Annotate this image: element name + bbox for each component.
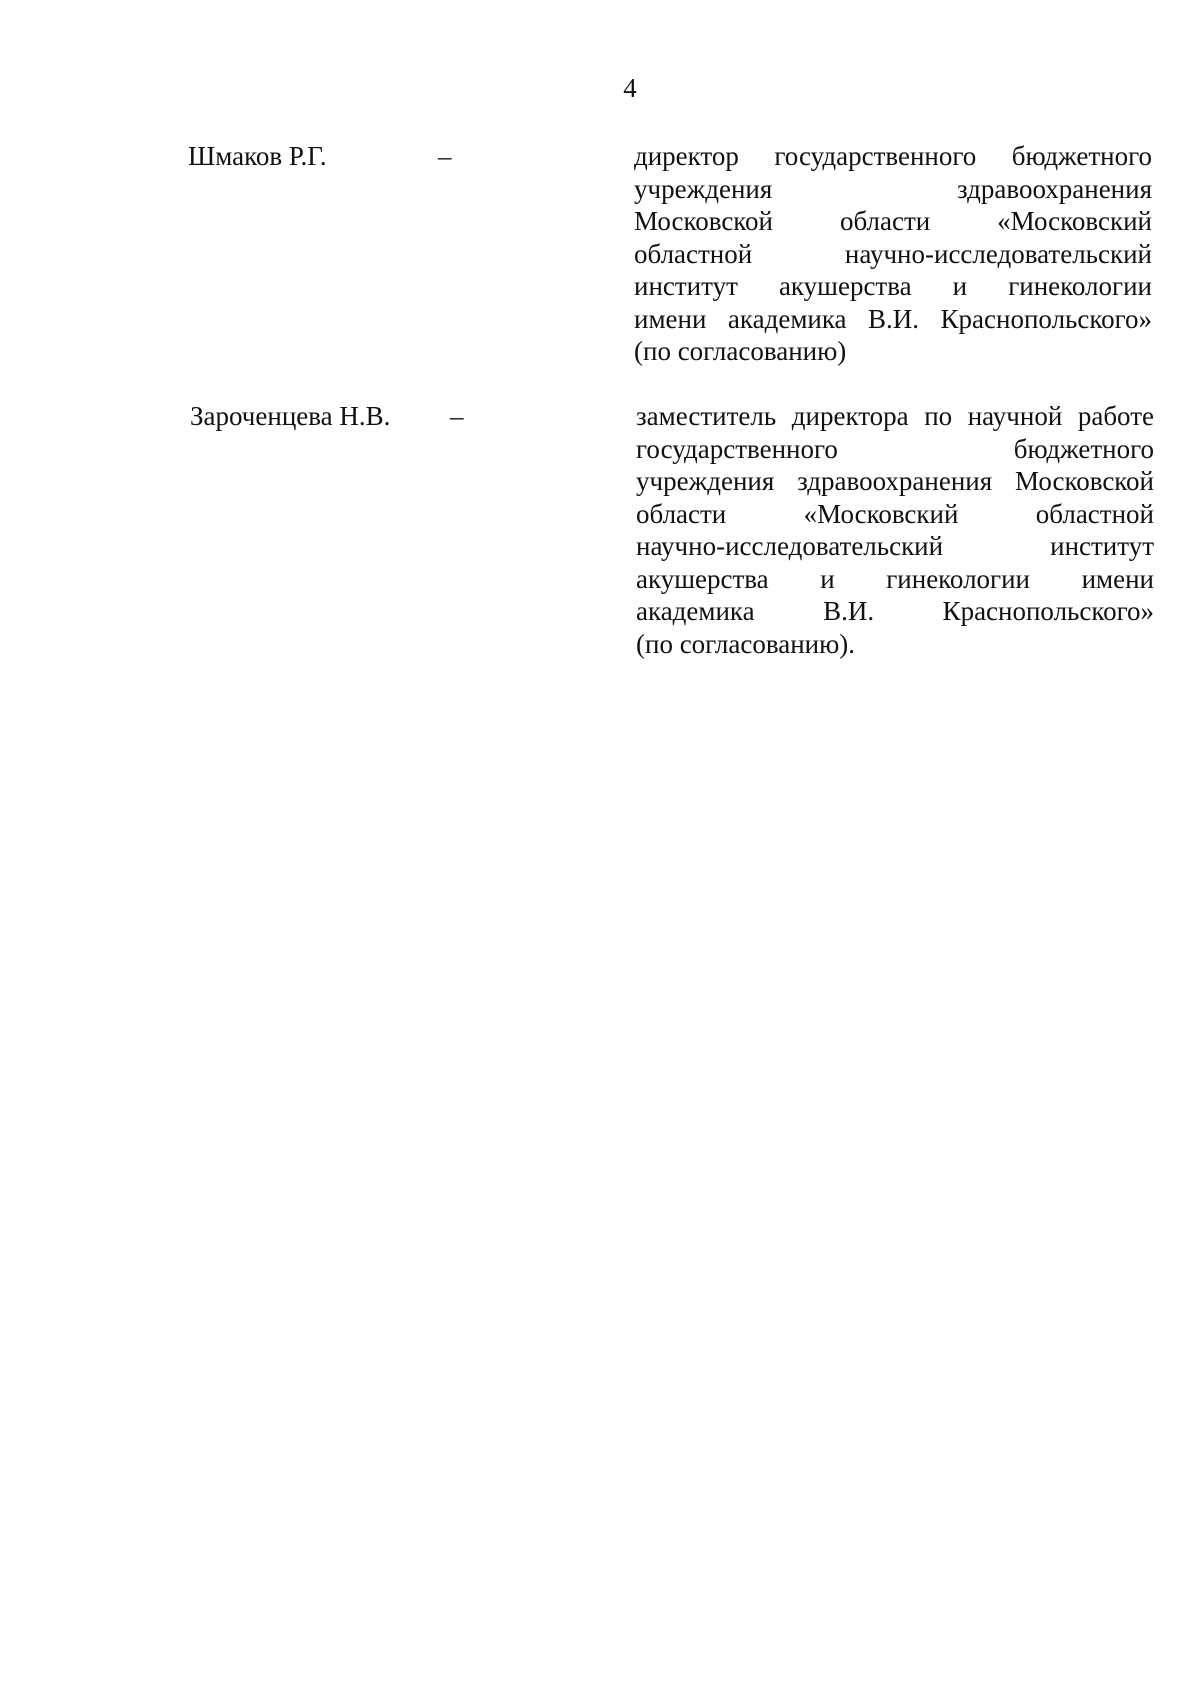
description-line: институт акушерства и гинекологии [634, 271, 1152, 301]
description-line: (по согласованию) [634, 336, 847, 366]
dash-separator: – [438, 141, 452, 171]
description-line: заместитель директора по научной работе [636, 401, 1154, 431]
description-line: Московской области «Московский [634, 206, 1152, 236]
description-line: акушерства и гинекологии имени [636, 563, 1154, 594]
description-line: (по согласованию). [636, 628, 856, 659]
description-line: области «Московский областной [636, 498, 1154, 529]
page-number: 4 [623, 73, 637, 103]
description-line: областной научно-исследовательский [634, 238, 1152, 269]
description-line: академика В.И. Краснопольского» [636, 596, 1154, 626]
description-line: научно-исследовательский институт [636, 531, 1154, 561]
dash-separator: – [450, 401, 464, 431]
description-line: учреждения здравоохранения [634, 173, 1152, 204]
description-line: государственного бюджетного [636, 433, 1154, 464]
member-position-description [636, 400, 1154, 660]
member-name: Шмаков Р.Г. [188, 141, 327, 171]
description-line: директор государственного бюджетного [634, 141, 1152, 171]
description-line: учреждения здравоохранения Московской [636, 466, 1154, 496]
member-name: Зароченцева Н.В. [190, 401, 391, 431]
member-position-description [634, 140, 1152, 368]
description-line: имени академика В.И. Краснопольского» [634, 303, 1152, 334]
